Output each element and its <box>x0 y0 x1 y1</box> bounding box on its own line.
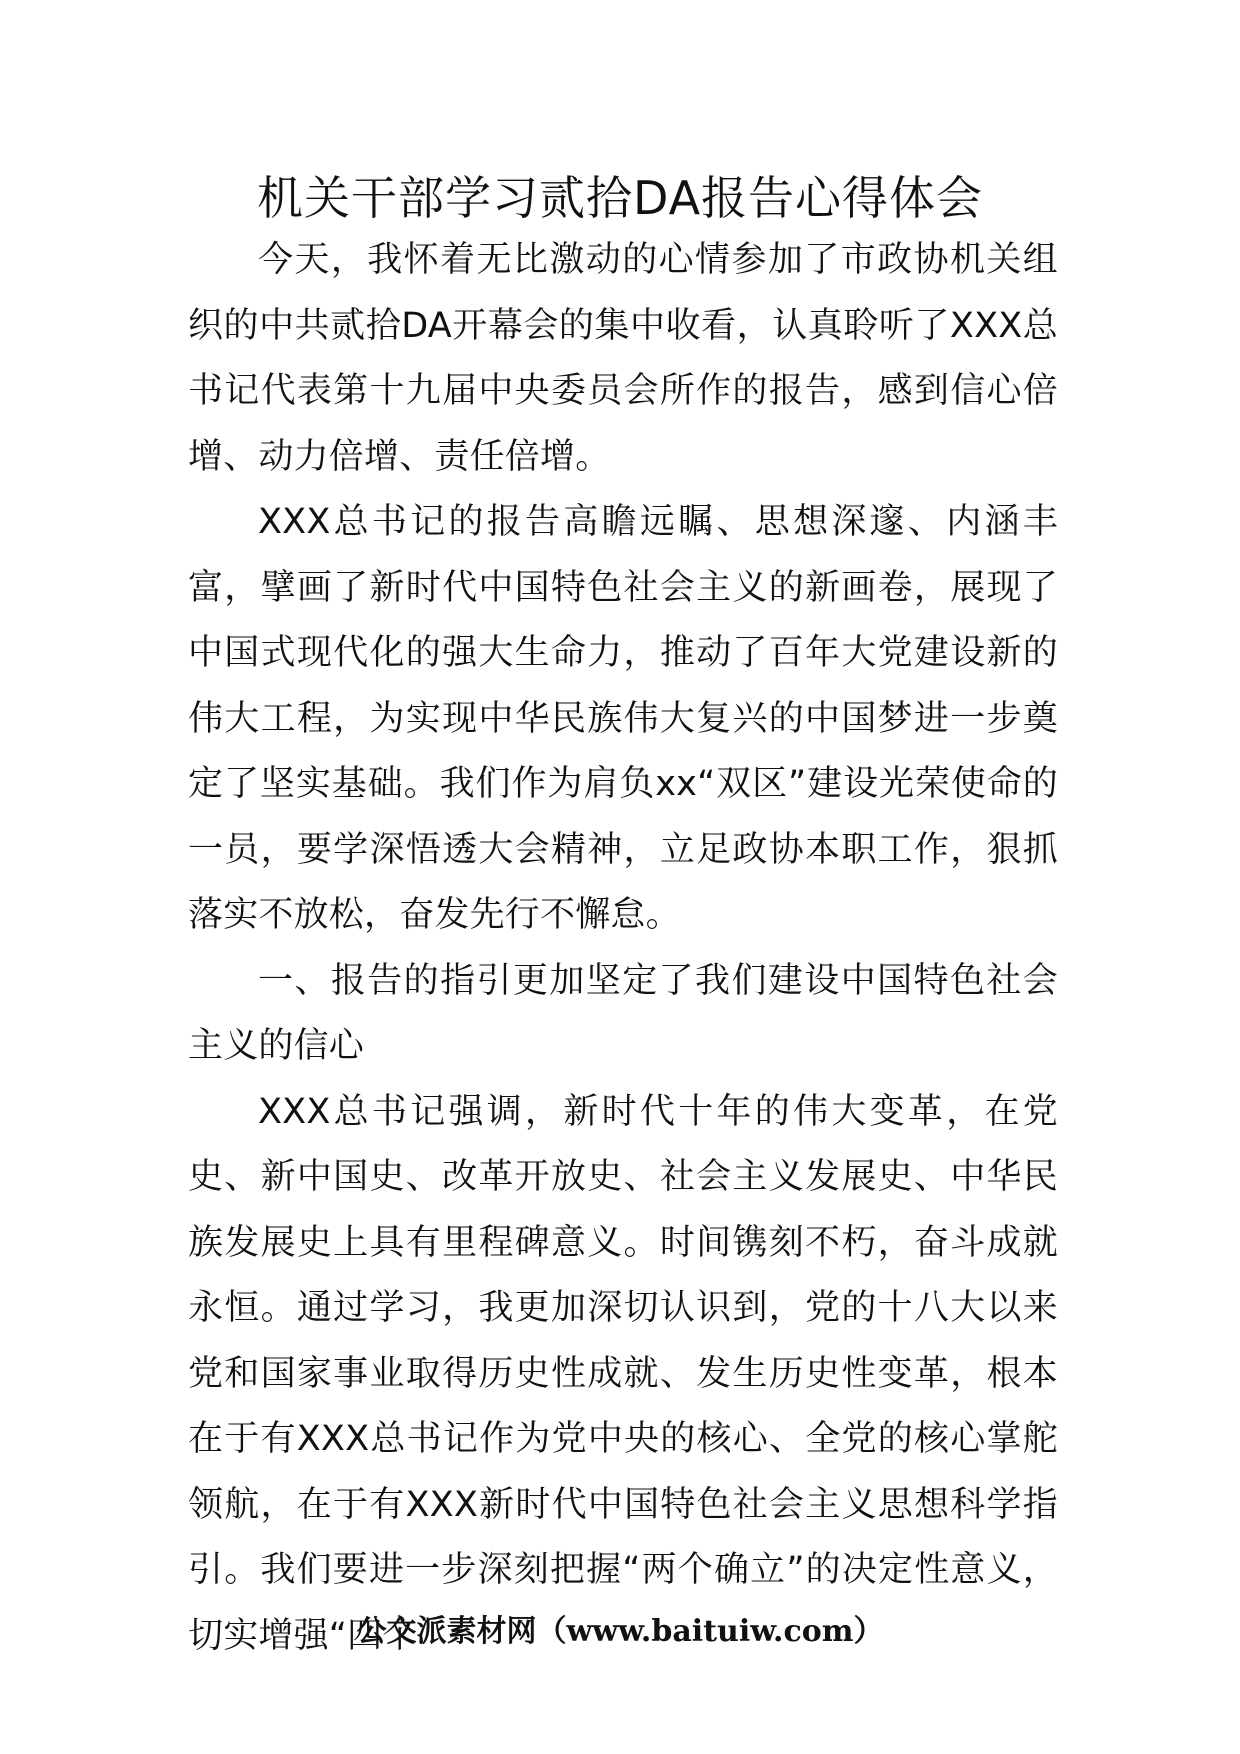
document-body <box>188 228 1058 1669</box>
document-title: 机关干部学习贰拾DA报告心得体会 <box>256 171 984 225</box>
section-heading-one: 一、报告的指引更加坚定了我们建设中国特色社会主义的信心 <box>188 960 1058 1066</box>
paragraph-intro: 今天，我怀着无比激动的心情参加了市政协机关组织的中共贰拾DA开幕会的集中收看，认真聆听了XXX总书记代表第十九届中央委员会所作的报告，感到信心倍增、动力倍增、责任倍增。 <box>188 240 1058 477</box>
paragraph-section-one: XXX总书记强调，新时代十年的伟大变革，在党史、新中国史、改革开放史、社会主义发展史、中华民族发展史上具有里程碑意义。时间镌刻不朽，奋斗成就永恒。通过学习，我更加深切认识到，党的十八大以来党和国家事业取得历史性成就、发生历史性变革，根本在于有XXX总书记作为党中央的核心、全党的核心掌舵领航，在于有XXX新时代中国特色社会主义思想科学指引。我们要进一步深刻把握“两个确立”的决定性意义，切实增强“四个 <box>188 1091 1058 1656</box>
footer-watermark: 公文派素材网（www.baituiw.com） <box>356 1614 884 1649</box>
paragraph-report-summary: XXX总书记的报告高瞻远瞩、思想深邃、内涵丰富，擘画了新时代中国特色社会主义的新画卷，展现了中国式现代化的强大生命力，推动了百年大党建设新的伟大工程，为实现中华民族伟大复兴的中国梦进一步奠定了坚实基础。我们作为肩负xx“双区”建设光荣使命的一员，要学深悟透大会精神，立足政协本职工作，狠抓落实不放松，奋发先行不懈怠。 <box>188 502 1058 935</box>
